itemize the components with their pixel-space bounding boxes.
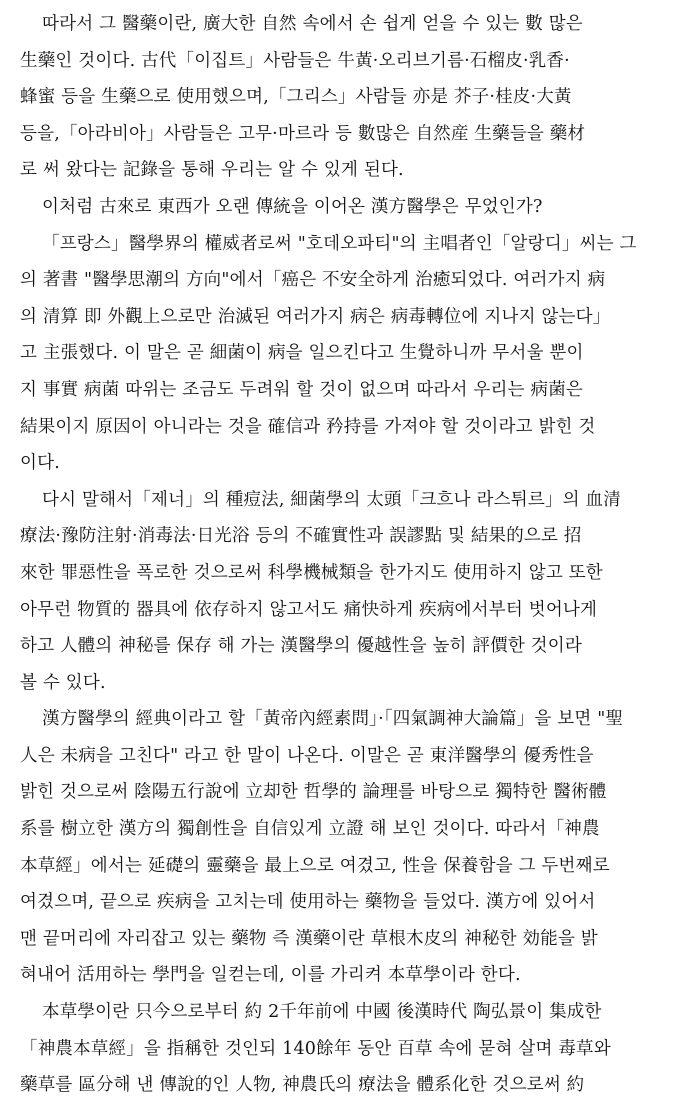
text-line: 다시 말해서「제너」의 種痘法, 細菌學의 太頭「크흐나 라스튀르」의 血清 bbox=[42, 489, 621, 510]
text-line: 따라서 그 醫藥이란, 廣大한 自然 속에서 손 쉽게 얻을 수 있는 數 많은 bbox=[42, 14, 583, 34]
text-line: 이다. bbox=[20, 453, 60, 474]
paragraph-3 bbox=[20, 226, 680, 482]
paragraph-5 bbox=[20, 701, 680, 994]
text-line: 藥草를 區分해 낸 傳說的인 人物, 神農氏의 療法을 體系化한 것으로써 約 bbox=[20, 1075, 585, 1096]
paragraph-6 bbox=[20, 994, 680, 1104]
paragraph-2 bbox=[20, 189, 680, 226]
text-line: 의 著書 "醫學思潮의 方向"에서「癌은 不安全하게 治癒되었다. 여러가지 病 bbox=[20, 270, 606, 291]
text-line: 고 主張했다. 이 말은 곧 細菌이 病을 일으킨다고 生覺하니까 무서울 뿐이 bbox=[20, 343, 584, 364]
paragraph-1 bbox=[20, 6, 680, 189]
text-line: 의 清算 即 外觀上으로만 治滅된 여러가지 病은 病毒轉位에 지나지 않는다」 bbox=[20, 306, 611, 327]
text-line: 이처럼 古來로 東西가 오랜 傳統을 이어온 漢方醫學은 무었인가? bbox=[42, 196, 543, 217]
text-line: 「프랑스」醫學界의 權威者로써 "호데오파티"의 主唱者인「알랑디」씨는 그 bbox=[42, 233, 637, 254]
text-line: 「神農本草經」을 指稱한 것인되 140餘年 동안 百草 속에 묻혀 살며 毒草와 bbox=[20, 1038, 611, 1059]
text-line: 本草經」에서는 延礎의 靈藥을 最上으로 여겼고, 性을 保養함을 그 두번째로 bbox=[20, 855, 610, 876]
text-line: 로 써 왔다는 記錄을 통해 우리는 알 수 있게 된다. bbox=[20, 160, 404, 181]
text-line: 系를 樹立한 漢方의 獨創性을 自信있게 立證 해 보인 것이다. 따라서「神農 bbox=[20, 819, 600, 840]
text-line: 結果이지 原因이 아니라는 것을 確信과 矜持를 가져야 할 것이라고 밝힌 것 bbox=[20, 416, 596, 437]
text-line: 맨 끝머리에 자리잡고 있는 藥物 즉 漢藥이란 草根木皮의 神秘한 効能을 밝 bbox=[20, 928, 598, 949]
text-line: 療法·豫防注射·消毒法·日光浴 등의 不確實性과 誤謬點 및 結果的으로 招 bbox=[20, 526, 582, 547]
text-line: 人은 未病을 고친다" 라고 한 말이 나온다. 이말은 곧 東洋醫學의 優秀性을 bbox=[20, 745, 594, 766]
text-line: 아무런 物質的 器具에 依存하지 않고서도 痛快하게 疾病에서부터 벗어나게 bbox=[20, 599, 598, 620]
text-line: 여겼으며, 끝으로 疾病을 고치는데 使用하는 藥物을 들었다. 漢方에 있어서 bbox=[20, 892, 596, 913]
text-line: 볼 수 있다. bbox=[20, 672, 106, 693]
text-line: 蜂蜜 등을 生藥으로 使用했으며,「그리스」사람들 亦是 芥子·桂皮·大黃 bbox=[20, 87, 572, 108]
paragraph-4 bbox=[20, 482, 680, 702]
text-line: 本草學이란 只今으로부터 約 2千年前에 中國 後漢時代 陶弘景이 集成한 bbox=[42, 1002, 602, 1023]
text-line: 등을,「아라비아」사람들은 고무·마르라 등 數많은 自然産 生藥들을 藥材 bbox=[20, 123, 586, 144]
text-line: 혀내어 活用하는 學門을 일컫는데, 이를 가리켜 本草學이라 한다. bbox=[20, 965, 521, 986]
text-line: 밝힌 것으로써 陰陽五行說에 立却한 哲學的 論理를 바탕으로 獨特한 醫術體 bbox=[20, 782, 607, 803]
text-line: 지 事實 病菌 따위는 조금도 두려워 할 것이 없으며 따라서 우리는 病菌은 bbox=[20, 379, 584, 400]
text-line: 生藥인 것이다. 古代「이집트」사람들은 牛黃·오리브기름·石榴皮·乳香· bbox=[20, 50, 570, 71]
text-line: 漢方醫學의 經典이라고 할「黃帝內經素問」·「四氣調神大論篇」을 보면 "聖 bbox=[42, 709, 624, 730]
text-line: 하고 人體의 神秘를 保存 해 가는 漢醫學의 優越性을 높히 評價한 것이라 bbox=[20, 636, 583, 657]
text-line: 來한 罪惡性을 폭로한 것으로써 科學機械類을 한가지도 使用하지 않고 또한 bbox=[20, 562, 603, 583]
